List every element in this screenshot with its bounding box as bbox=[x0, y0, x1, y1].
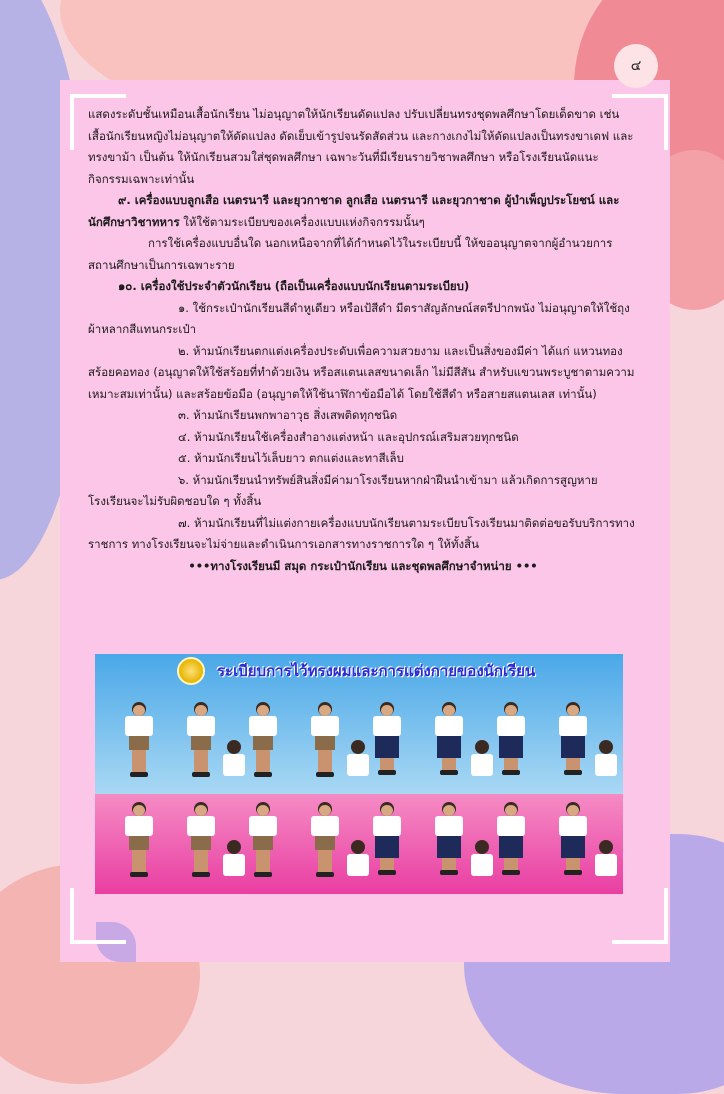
paragraph-sportswear: แสดงระดับชั้นเหมือนเสื้อนักเรียน ไม่อนุญาตให้นักเรียนดัดแปลง ปรับเปลี่ยนทรงชุดพลศึกษาโดยเด็ดขาด เช่น เสื้อนักเรียนหญิงไม่อนุญาตให้ดัดแปลง ดัดเย็บเข้ารูปจนรัดสัดส่วน และกางเกงไม่ให้ดัดแปลงเป็นทรงขาเดฟ และทรงขาม้า เป็นต้น ให้นักเรียนสวมใส่ชุดพลศึกษา เฉพาะวันที่มีเรียนรายวิชาพลศึกษา หรือโรงเรียนนัดแนะกิจกรรมเฉพาะเท่านั้น bbox=[88, 107, 634, 186]
section-9-text: ให้ใช้ตามระเบียบของเครื่องแบบแห่งกิจกรรมนั้นๆ bbox=[179, 214, 425, 229]
document-body bbox=[88, 104, 638, 577]
list-item-nails: ๕. ห้ามนักเรียนไว้เล็บยาว ตกแต่งและทาสีเล็บ bbox=[178, 451, 404, 465]
corner-bracket-bottom-right bbox=[612, 888, 668, 944]
section-9-heading: ๙. เครื่องแบบลูกเสือ เนตรนารี และยุวกาชาด ลูกเสือ เนตรนารี และยุวกาชาด ผู้บำเพ็ญประโยชน์ และนักศึกษาวิชาทหาร bbox=[88, 193, 620, 229]
paragraph-scout-uniform bbox=[88, 190, 638, 233]
list-item-valuables: ๖. ห้ามนักเรียนนำทรัพย์สินสิ่งมีค่ามาโรงเรียนหากฝ่าฝืนนำเข้ามา แล้วเกิดการสูญหาย โรงเรียนจะไม่รับผิดชอบใด ๆ ทั้งสิ้น bbox=[88, 472, 598, 508]
corner-bracket-bottom-left bbox=[70, 888, 126, 944]
list-item-uniform-service: ๗. ห้ามนักเรียนที่ไม่แต่งกายเครื่องแบบนักเรียนตามระเบียบโรงเรียนมาติดต่อขอรับบริการทางราชการ ทางโรงเรียนจะไม่จ่ายและดำเนินการเอกสารทางราชการใด ๆ ให้ทั้งสิ้น bbox=[88, 515, 635, 551]
list-item-bag: ๑. ใช้กระเป๋านักเรียนสีดำหูเดียว หรือเป้สีดำ มีตราสัญลักษณ์สตรีปากพนัง ไม่อนุญาตให้ใช้ถุงผ้าหลากสีแทนกระเป๋า bbox=[88, 300, 630, 336]
list-item-jewelry: ๒. ห้ามนักเรียนตกแต่งเครื่องประดับเพื่อความสวยงาม และเป็นสิ่งของมีค่า ได้แก่ แหวนทอง สร้อยคอทอง (อนุญาตให้ใช้สร้อยที่ทำด้วยเงิน หรือสแตนเลสขนาดเล็ก ไม่มีสีสัน สำหรับแขวนพระบูชาตามความเหมาะสมเท่านั้น) และสร้อยข้อมือ (อนุญาตให้ใช้นาฬิกาข้อมือได้ โดยใช้สีดำ หรือสายสแตนเลส เท่านั้น) bbox=[88, 343, 635, 401]
paragraph-other-uniform: การใช้เครื่องแบบอื่นใด นอกเหนือจากที่ได้กำหนดไว้ในระเบียบนี้ ให้ขออนุญาตจากผู้อำนวยการสถานศึกษาเป็นการเฉพาะราย bbox=[88, 236, 613, 272]
list-item-weapons: ๓. ห้ามนักเรียนพกพาอาวุธ สิ่งเสพติดทุกชนิด bbox=[178, 408, 398, 422]
school-emblem-icon bbox=[177, 657, 205, 685]
photo-title: ระเบียบการไว้ทรงผมและการแต่งกายของนักเรียน bbox=[217, 662, 536, 680]
photo-header bbox=[95, 654, 623, 688]
list-item-cosmetics: ๔. ห้ามนักเรียนใช้เครื่องสำอางแต่งหน้า และอุปกรณ์เสริมสวยทุกชนิด bbox=[178, 429, 519, 444]
shop-notice: •••ทางโรงเรียนมี สมุด กระเป๋านักเรียน และชุดพลศึกษาจำหน่าย ••• bbox=[188, 558, 538, 573]
page-number: ๔ bbox=[614, 44, 658, 88]
uniform-guide-image bbox=[95, 654, 623, 894]
section-10-heading: ๑๐. เครื่องใช้ประจำตัวนักเรียน (ถือเป็นเครื่องแบบนักเรียนตามระเบียบ) bbox=[118, 279, 470, 293]
